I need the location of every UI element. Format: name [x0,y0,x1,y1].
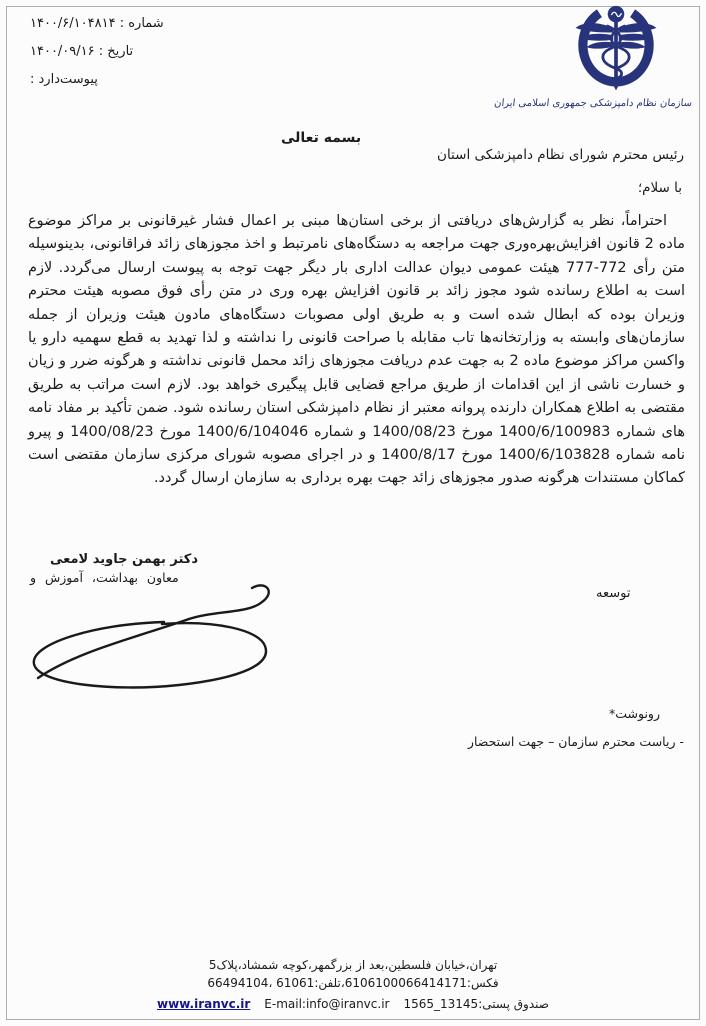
letter-date-label: تاریخ : [98,44,134,59]
footer-address: تهران،خیابان فلسطین،بعد از بزرگمهر،کوچه شمشاد،پلاک5 [208,958,498,972]
letter-date-row [30,44,230,59]
signature-scribble [14,580,286,698]
footer-phone-fax: 66494104، فکس:6106100066414171،تلفن:61061 [207,976,499,990]
letter-number-row [30,16,230,31]
signatory-title: معاون بهداشت، آموزش و [30,570,179,585]
letter-number-value: ۱۴۰۰/۶/۱۰۴۸۱۴ [30,16,116,31]
recipient-line: رئیس محترم شورای نظام دامپزشکی استان [437,147,684,163]
letter-attachment-row [30,72,230,87]
footer-email: E-mail:info@iranvc.ir [264,997,390,1011]
organization-logo-caption: سازمان نظام دامپزشکی جمهوری اسلامی ایران [493,98,693,109]
letter-footer [0,956,706,1013]
cc-heading: *رونوشت [608,706,660,721]
besmele-heading: بسمه تعالی [281,130,362,146]
letter-date-value: ۱۴۰۰/۰۹/۱۶ [30,44,95,59]
organization-logo-emblem-icon [565,4,667,96]
letter-number-label: شماره : [119,16,164,31]
salutation-line: با سلام؛ [637,180,682,196]
letter-attachment-text: پیوست‌دارد : [30,72,98,87]
signatory-title-continuation: توسعه [596,586,631,601]
letter-meta-block [30,16,230,100]
letter-body-paragraph: احتراماً، نظر به گزارش‌های دریافتی از برخی استان‌ها مبنی بر اعمال فشار غیرقانونی بر مراکز موضوع ماده 2 قانون افزایش‌بهره‌وری جهت مراجعه به دستگاه‌های نامرتبط و اخذ مجوزهای زائد فراقانونی، بدینوسیله متن رأی 772-777 هیئت عمومی دیوان عدالت اداری بار دیگر جهت توجه به پیوست ارسال می‌گردد. لازم است به اطلاع رسانده شود مجوز زائد بر قانون افزایش بهره وری در متن رأی فوق مصوبه هیئت محترم وزیران بوده که ابطال شده است و به طریق اولی مصوبات دستگاه‌های مادون هیئت وزیران از جمله سازمان‌های وابسته به وزارتخانه‌ها تاب مقابله با صراحت قانونی را نداشته و لذا تهدید به قطع سهمیه دارو یا واکسن مراکز موضوع ماده 2 به جهت عدم دریافت مجوزهای زائد محمل قانونی نداشته و هرگونه ضرر و زیان و خسارت ناشی از این اقدامات از طریق مراجع قضایی قابل پیگیری خواهد بود. لازم است مراتب به طریق مقتضی به اطلاع همکاران دارنده پروانه معتبر از نظام دامپزشکی استان رسانده شود. ضمن تأکید بر مفاد نامه های شماره 1400/6/100983 مورخ 1400/08/23 و شماره 1400/6/104046 مورخ 1400/08/23 و پیرو نامه شماره 1400/6/103828 مورخ 1400/8/17 و در اجرای مصوبه شورای مرکزی سازمان مقتضی است کماکان مستندات هرگونه صدور مجوزهای زائد جهت بهره برداری به سازمان ارسال گردد. [28,213,685,487]
cc-item: - ریاست محترم سازمان – جهت استحضار [467,734,684,749]
organization-logo [493,4,693,109]
footer-website-link[interactable]: www.iranvc.ir [157,997,251,1011]
footer-postal-box: صندوق پستی:13145_1565 [403,997,549,1011]
signatory-name: دکتر بهمن جاوید لامعی [50,552,199,567]
